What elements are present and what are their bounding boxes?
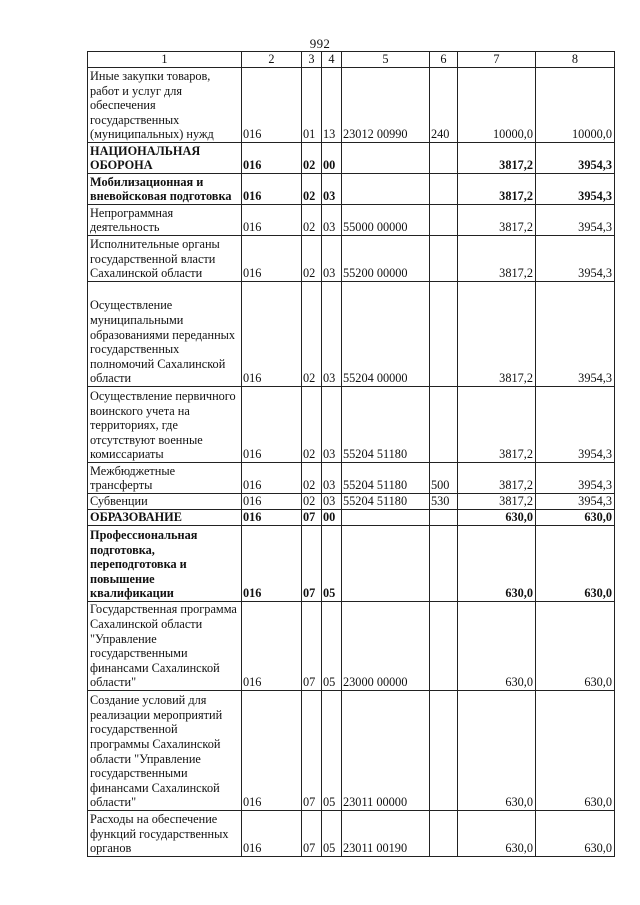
- row-type: [430, 143, 458, 174]
- row-value-1: 3817,2: [458, 387, 536, 463]
- row-name: НАЦИОНАЛЬНАЯ ОБОРОНА: [88, 143, 242, 174]
- table-row: [88, 691, 615, 811]
- row-type: [430, 526, 458, 602]
- row-value-1: 630,0: [458, 510, 536, 526]
- row-value-2: 10000,0: [536, 68, 615, 143]
- row-code: 016: [242, 68, 302, 143]
- row-subsection: 05: [322, 526, 342, 602]
- row-value-2: 3954,3: [536, 236, 615, 282]
- row-code: 016: [242, 510, 302, 526]
- row-section: 02: [302, 463, 322, 494]
- row-section: 02: [302, 143, 322, 174]
- table-header-row: [88, 52, 615, 68]
- row-section: 07: [302, 691, 322, 811]
- row-value-1: 630,0: [458, 526, 536, 602]
- row-code: 016: [242, 602, 302, 691]
- column-header: 1: [88, 52, 242, 68]
- table-row: [88, 387, 615, 463]
- row-name: Мобилизационная и вневойсковая подготовка: [88, 174, 242, 205]
- row-type: 240: [430, 68, 458, 143]
- row-section: 01: [302, 68, 322, 143]
- row-subsection: 00: [322, 143, 342, 174]
- row-section: 07: [302, 510, 322, 526]
- row-code: 016: [242, 811, 302, 857]
- row-target: 23011 00000: [342, 691, 430, 811]
- row-section: 07: [302, 811, 322, 857]
- row-value-2: 3954,3: [536, 205, 615, 236]
- row-value-2: 630,0: [536, 691, 615, 811]
- row-value-2: 630,0: [536, 526, 615, 602]
- row-value-1: 3817,2: [458, 236, 536, 282]
- row-code: 016: [242, 143, 302, 174]
- row-code: 016: [242, 236, 302, 282]
- page-number: 992: [309, 36, 331, 51]
- row-subsection: 13: [322, 68, 342, 143]
- row-name: Создание условий для реализации мероприятий государственной программы Сахалинской области "Управление государственными финансами Сахалинской области": [88, 691, 242, 811]
- row-target: [342, 174, 430, 205]
- row-value-2: 3954,3: [536, 143, 615, 174]
- row-name: Государственная программа Сахалинской области "Управление государственными финансами Сахалинской области": [88, 602, 242, 691]
- row-code: 016: [242, 691, 302, 811]
- table-row: [88, 205, 615, 236]
- row-code: 016: [242, 205, 302, 236]
- row-subsection: 03: [322, 463, 342, 494]
- row-code: 016: [242, 494, 302, 510]
- row-section: 07: [302, 602, 322, 691]
- row-name: Исполнительные органы государственной власти Сахалинской области: [88, 236, 242, 282]
- row-type: 500: [430, 463, 458, 494]
- row-code: 016: [242, 282, 302, 387]
- row-section: 02: [302, 174, 322, 205]
- table-row: [88, 143, 615, 174]
- row-name: Профессиональная подготовка, переподготовка и повышение квалификации: [88, 526, 242, 602]
- row-name: Непрограммная деятельность: [88, 205, 242, 236]
- row-code: 016: [242, 526, 302, 602]
- row-value-2: 630,0: [536, 510, 615, 526]
- row-type: [430, 282, 458, 387]
- row-target: 55204 00000: [342, 282, 430, 387]
- row-subsection: 00: [322, 510, 342, 526]
- row-value-1: 630,0: [458, 691, 536, 811]
- row-target: 55204 51180: [342, 494, 430, 510]
- column-header: 2: [242, 52, 302, 68]
- table-row: [88, 174, 615, 205]
- row-type: [430, 602, 458, 691]
- column-header: 3: [302, 52, 322, 68]
- row-type: [430, 387, 458, 463]
- row-type: [430, 236, 458, 282]
- table-row: [88, 602, 615, 691]
- row-type: [430, 174, 458, 205]
- row-target: 55200 00000: [342, 236, 430, 282]
- table-row: [88, 510, 615, 526]
- table-row: [88, 68, 615, 143]
- row-name: Субвенции: [88, 494, 242, 510]
- column-header: 7: [458, 52, 536, 68]
- row-value-2: 3954,3: [536, 387, 615, 463]
- row-name: Расходы на обеспечение функций государственных органов: [88, 811, 242, 857]
- row-target: [342, 526, 430, 602]
- table-row: [88, 236, 615, 282]
- row-subsection: 03: [322, 387, 342, 463]
- column-header: 5: [342, 52, 430, 68]
- row-subsection: 05: [322, 691, 342, 811]
- row-name: Межбюджетные трансферты: [88, 463, 242, 494]
- row-value-1: 630,0: [458, 602, 536, 691]
- table-row: [88, 526, 615, 602]
- row-name: Иные закупки товаров, работ и услуг для обеспечения государственных (муниципальных) нужд: [88, 68, 242, 143]
- row-code: 016: [242, 463, 302, 494]
- row-value-1: 3817,2: [458, 463, 536, 494]
- row-value-1: 3817,2: [458, 174, 536, 205]
- row-value-1: 10000,0: [458, 68, 536, 143]
- row-subsection: 03: [322, 494, 342, 510]
- column-header: 8: [536, 52, 615, 68]
- row-subsection: 05: [322, 811, 342, 857]
- row-value-2: 3954,3: [536, 463, 615, 494]
- row-type: [430, 510, 458, 526]
- row-name: Осуществление муниципальными образованиями переданных государственных полномочий Сахалинской области: [88, 282, 242, 387]
- budget-table: [87, 51, 615, 857]
- row-target: 23012 00990: [342, 68, 430, 143]
- row-target: [342, 510, 430, 526]
- table-row: [88, 494, 615, 510]
- row-target: 55000 00000: [342, 205, 430, 236]
- row-target: [342, 143, 430, 174]
- column-header: 4: [322, 52, 342, 68]
- row-value-2: 630,0: [536, 811, 615, 857]
- row-value-1: 630,0: [458, 811, 536, 857]
- row-target: 23000 00000: [342, 602, 430, 691]
- row-value-2: 3954,3: [536, 174, 615, 205]
- table-row: [88, 811, 615, 857]
- row-name: ОБРАЗОВАНИЕ: [88, 510, 242, 526]
- row-code: 016: [242, 387, 302, 463]
- row-section: 02: [302, 387, 322, 463]
- row-subsection: 03: [322, 282, 342, 387]
- row-subsection: 03: [322, 205, 342, 236]
- table-row: [88, 463, 615, 494]
- row-section: 02: [302, 282, 322, 387]
- row-name: Осуществление первичного воинского учета на территориях, где отсутствуют военные комиссариаты: [88, 387, 242, 463]
- row-target: 55204 51180: [342, 463, 430, 494]
- column-header: 6: [430, 52, 458, 68]
- row-section: 07: [302, 526, 322, 602]
- row-target: 55204 51180: [342, 387, 430, 463]
- row-value-2: 3954,3: [536, 494, 615, 510]
- row-section: 02: [302, 236, 322, 282]
- row-subsection: 05: [322, 602, 342, 691]
- table-row: [88, 282, 615, 387]
- row-type: [430, 811, 458, 857]
- row-code: 016: [242, 174, 302, 205]
- row-type: [430, 205, 458, 236]
- row-section: 02: [302, 205, 322, 236]
- row-type: [430, 691, 458, 811]
- row-subsection: 03: [322, 174, 342, 205]
- row-value-1: 3817,2: [458, 282, 536, 387]
- row-type: 530: [430, 494, 458, 510]
- row-value-2: 630,0: [536, 602, 615, 691]
- row-value-2: 3954,3: [536, 282, 615, 387]
- row-target: 23011 00190: [342, 811, 430, 857]
- row-subsection: 03: [322, 236, 342, 282]
- row-value-1: 3817,2: [458, 143, 536, 174]
- row-value-1: 3817,2: [458, 205, 536, 236]
- row-value-1: 3817,2: [458, 494, 536, 510]
- row-section: 02: [302, 494, 322, 510]
